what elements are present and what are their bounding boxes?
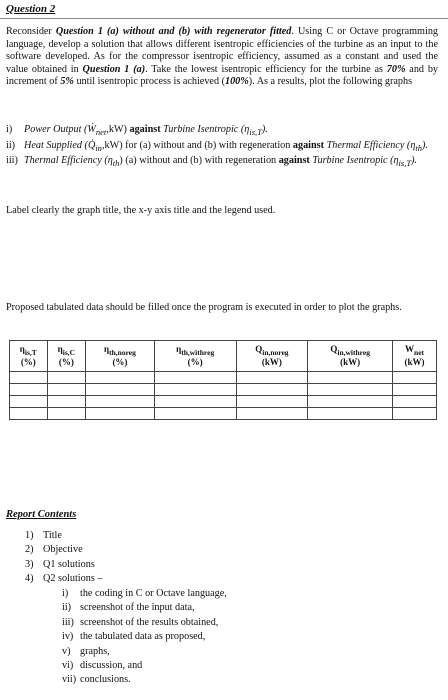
item-sub: is,T bbox=[249, 127, 262, 138]
graph-item bbox=[6, 140, 438, 155]
question-paragraph bbox=[6, 26, 438, 89]
item-text: Q1 solutions bbox=[43, 558, 95, 570]
table-cell bbox=[236, 408, 308, 420]
table-cell bbox=[393, 372, 437, 384]
table-cell bbox=[393, 396, 437, 408]
header-unit: (kW) bbox=[404, 357, 425, 368]
header-symbol: Q bbox=[255, 343, 263, 354]
item-part: Thermal Efficiency (η bbox=[24, 155, 113, 167]
header-sub: th,noreg bbox=[109, 347, 136, 357]
header-symbol: η bbox=[176, 343, 182, 354]
header-sub: is,C bbox=[62, 347, 76, 357]
item-keyword: against bbox=[129, 124, 161, 135]
item-number: 1) bbox=[25, 530, 34, 541]
item-text: graphs, bbox=[80, 645, 110, 657]
item-text: the coding in C or Octave language, bbox=[80, 588, 227, 599]
item-text: screenshot of the input data, bbox=[80, 602, 195, 614]
list-item bbox=[25, 543, 102, 557]
table-cell bbox=[86, 384, 155, 396]
data-table bbox=[9, 340, 437, 420]
item-number: i) bbox=[62, 588, 69, 599]
list-item bbox=[62, 630, 227, 644]
item-part: Turbine Isentropic (η bbox=[309, 155, 399, 167]
item-sub: in bbox=[95, 142, 102, 153]
table-header bbox=[86, 341, 155, 372]
table-cell bbox=[47, 408, 85, 420]
table-row bbox=[10, 372, 437, 384]
item-part: ). bbox=[261, 124, 268, 135]
table-row bbox=[10, 408, 437, 420]
divider bbox=[0, 18, 448, 19]
header-symbol: Q bbox=[330, 343, 338, 354]
item-text: conclusions. bbox=[80, 674, 131, 686]
table-cell bbox=[308, 396, 393, 408]
item-part: Power Output (Ẇ bbox=[24, 124, 96, 135]
table-cell bbox=[47, 372, 85, 384]
header-symbol: W bbox=[405, 343, 415, 354]
question-title: Question 2 bbox=[6, 3, 56, 15]
para-text: Reconsider bbox=[6, 26, 56, 37]
header-unit: (%) bbox=[112, 357, 128, 368]
table-cell bbox=[393, 408, 437, 420]
item-number: ii) bbox=[62, 602, 72, 614]
header-sub: in,noreg bbox=[262, 347, 289, 357]
table-cell bbox=[308, 372, 393, 384]
header-symbol: η bbox=[57, 343, 63, 354]
list-item bbox=[62, 587, 227, 601]
para-text: ). As a results, plot the following graphs bbox=[248, 76, 413, 88]
header-sub: th,withreg bbox=[181, 347, 215, 357]
table-cell bbox=[10, 372, 48, 384]
item-text: the tabulated data as proposed, bbox=[80, 631, 206, 643]
item-text: Objective bbox=[43, 544, 83, 556]
item-part: ,kW) for (a) without and (b) with regeneration bbox=[101, 139, 293, 151]
report-contents-title: Report Contents bbox=[6, 509, 77, 520]
list-item bbox=[25, 529, 102, 543]
item-number: iii) bbox=[62, 616, 74, 628]
item-number: 3) bbox=[25, 558, 34, 570]
graph-item bbox=[6, 155, 438, 170]
list-item bbox=[62, 659, 227, 673]
para-value: 5% bbox=[60, 76, 74, 88]
list-item bbox=[62, 616, 227, 630]
item-part: ). bbox=[411, 155, 418, 167]
table-cell bbox=[308, 408, 393, 420]
graph-list bbox=[6, 124, 438, 171]
item-number: iii) bbox=[6, 155, 18, 167]
table-cell bbox=[86, 372, 155, 384]
table-cell bbox=[154, 408, 236, 420]
item-number: vi) bbox=[62, 660, 74, 672]
item-text: discussion, and bbox=[80, 660, 143, 672]
header-unit: (%) bbox=[58, 357, 74, 368]
item-part: ). bbox=[422, 139, 428, 151]
table-cell bbox=[236, 384, 308, 396]
report-list bbox=[25, 529, 102, 587]
list-item bbox=[62, 601, 227, 615]
header-sub: net bbox=[414, 347, 425, 357]
item-number: i) bbox=[6, 124, 13, 135]
header-unit: (%) bbox=[187, 357, 203, 368]
table-cell bbox=[47, 396, 85, 408]
table-cell bbox=[154, 396, 236, 408]
table-header bbox=[154, 341, 236, 372]
item-number: iv) bbox=[62, 631, 74, 643]
table-cell bbox=[154, 372, 236, 384]
header-unit: (kW) bbox=[340, 357, 361, 368]
para-ref-question: Question 1 (a) bbox=[82, 63, 146, 75]
item-part: Thermal Efficiency (η bbox=[324, 139, 416, 151]
para-text: . Take the lowest isentropic efficiency for the turbine as bbox=[145, 63, 387, 75]
item-sub: is,T bbox=[398, 158, 412, 169]
table-cell bbox=[86, 396, 155, 408]
para-value: 70% bbox=[386, 63, 406, 75]
item-text bbox=[24, 124, 438, 139]
header-unit: (%) bbox=[20, 357, 36, 368]
table-header bbox=[47, 341, 85, 372]
table-header bbox=[308, 341, 393, 372]
item-part: ,kW) bbox=[106, 124, 130, 135]
item-text bbox=[24, 155, 438, 170]
table-cell bbox=[86, 408, 155, 420]
table-header bbox=[10, 341, 48, 372]
list-item bbox=[25, 558, 102, 572]
list-item bbox=[25, 572, 102, 586]
report-sublist bbox=[62, 587, 227, 688]
item-number: v) bbox=[62, 645, 71, 657]
item-number: 2) bbox=[25, 544, 34, 556]
table-row bbox=[10, 396, 437, 408]
table-cell bbox=[154, 384, 236, 396]
para-text: . Using C or Octave programming language, develop a solution that allows different isentropic efficiencies of the turbine as an input to the software developed. As for the compressor isentropic efficiency, assumed as a constant and used the value obtained in bbox=[6, 26, 439, 75]
table-row bbox=[10, 384, 437, 396]
item-sub: net bbox=[95, 127, 107, 138]
table-cell bbox=[10, 408, 48, 420]
item-text: Title bbox=[43, 530, 62, 541]
header-symbol: η bbox=[104, 343, 110, 354]
item-sub: th bbox=[415, 142, 422, 153]
table-header bbox=[393, 341, 437, 372]
graph-item bbox=[6, 124, 438, 139]
list-item bbox=[62, 645, 227, 659]
para-text: until isentropic process is achieved ( bbox=[73, 76, 225, 88]
list-item bbox=[62, 673, 227, 687]
item-number: vii) bbox=[62, 674, 77, 686]
table-cell bbox=[47, 384, 85, 396]
item-number: 4) bbox=[25, 573, 34, 585]
item-part: Heat Supplied (Q̇ bbox=[24, 139, 96, 151]
table-cell bbox=[10, 396, 48, 408]
item-text bbox=[24, 140, 438, 155]
header-unit: (kW) bbox=[261, 357, 282, 368]
item-number: ii) bbox=[6, 139, 16, 151]
header-symbol: η bbox=[19, 343, 25, 354]
item-keyword: against bbox=[292, 139, 325, 151]
para-ref-question: Question 1 (a) without and (b) with regenerator fitted bbox=[55, 26, 292, 37]
table-header bbox=[236, 341, 308, 372]
proposed-text: Proposed tabulated data should be filled once the program is executed in order to plot the graphs. bbox=[6, 302, 402, 313]
item-sub: th bbox=[112, 158, 120, 169]
table-cell bbox=[236, 372, 308, 384]
table-cell bbox=[393, 384, 437, 396]
item-keyword: against bbox=[278, 155, 310, 167]
para-text: and by increment of bbox=[6, 63, 439, 88]
header-sub: is,T bbox=[24, 347, 37, 357]
item-part: Turbine Isentropic (η bbox=[160, 124, 250, 135]
para-value: 100% bbox=[224, 76, 249, 88]
item-text: screenshot of the results obtained, bbox=[80, 616, 219, 628]
label-instruction: Label clearly the graph title, the x-y axis title and the legend used. bbox=[6, 205, 276, 216]
header-sub: in,withreg bbox=[337, 347, 370, 357]
table-header-row bbox=[10, 341, 437, 372]
table-cell bbox=[236, 396, 308, 408]
item-text: Q2 solutions – bbox=[43, 573, 103, 585]
table-cell bbox=[10, 384, 48, 396]
item-part: ) (a) without and (b) with regeneration bbox=[119, 155, 279, 167]
table-cell bbox=[308, 384, 393, 396]
